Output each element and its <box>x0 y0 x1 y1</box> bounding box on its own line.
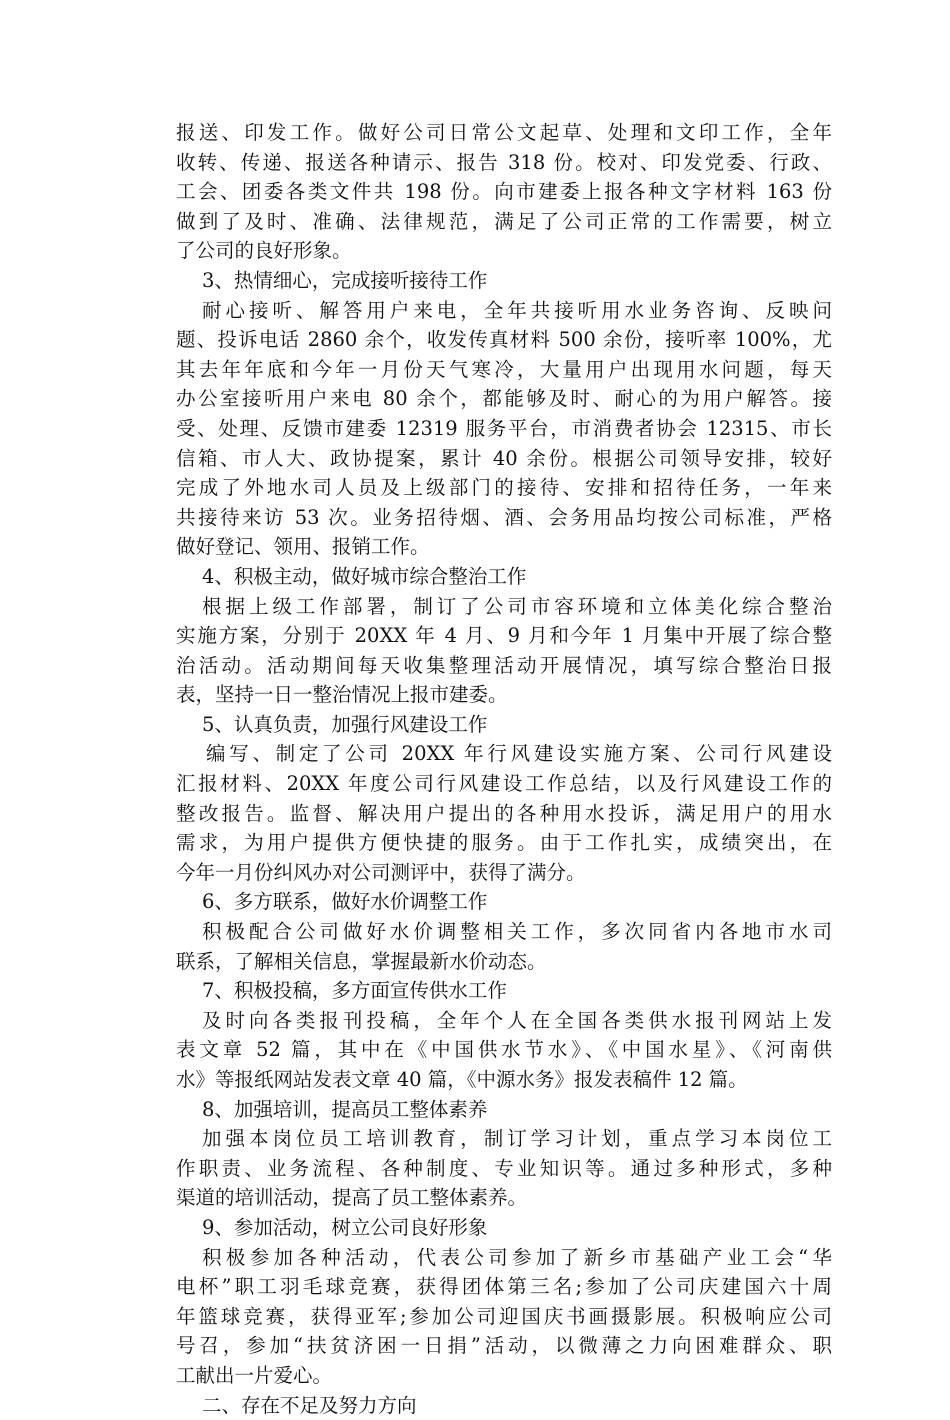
document-text-line: 信箱、市人大、政协提案，累计 40 余份。根据公司领导安排，较好 <box>176 446 832 470</box>
document-text-line: 了公司的良好形象。 <box>176 239 352 263</box>
document-text-line: 需求，为用户提供方便快捷的服务。由于工作扎实，成绩突出，在 <box>176 831 832 855</box>
document-text-line: 完成了外地水司人员及上级部门的接待、安排和招待任务，一年来 <box>176 476 832 500</box>
document-text-line: 加强本岗位员工培训教育，制订学习计划，重点学习本岗位工 <box>202 1127 832 1151</box>
document-text-line: 汇报材料、20XX 年度公司行风建设工作总结，以及行风建设工作的 <box>176 772 832 796</box>
document-text-line: 其去年年底和今年一月份天气寒冷，大量用户出现用水问题，每天 <box>176 357 832 381</box>
document-text-line: 积极配合公司做好水价调整相关工作，多次同省内各地市水司 <box>202 920 832 944</box>
document-text-line: 8、加强培训，提高员工整体素养 <box>202 1097 488 1121</box>
document-text-line: 今年一月份纠风办对公司测评中，获得了满分。 <box>176 860 586 884</box>
document-text-line: 耐心接听、解答用户来电，全年共接听用水业务咨询、反映问 <box>202 298 832 322</box>
document-text-line: 编写、制定了公司 20XX 年行风建设实施方案、公司行风建设 <box>206 742 832 766</box>
document-text-line: 5、认真负责，加强行风建设工作 <box>202 712 488 736</box>
document-text-line: 联系，了解相关信息，掌握最新水价动态。 <box>176 949 547 973</box>
document-text-line: 工会、团委各类文件共 198 份。向市建委上报各种文字材料 163 份 <box>176 180 832 204</box>
document-text-line: 做好登记、领用、报销工作。 <box>176 535 430 559</box>
document-text-line: 整改报告。监督、解决用户提出的各种用水投诉，满足用户的用水 <box>176 801 832 825</box>
document-text-line: 实施方案，分别于 20XX 年 4 月、9 月和今年 1 月集中开展了综合整 <box>176 624 832 648</box>
document-text-line: 表，坚持一日一整治情况上报市建委。 <box>176 683 508 707</box>
document-text-line: 工献出一片爱心。 <box>176 1363 333 1387</box>
document-text-line: 7、积极投稿，多方面宣传供水工作 <box>202 979 507 1003</box>
document-text-line: 积极参加各种活动，代表公司参加了新乡市基础产业工会“华 <box>202 1245 832 1269</box>
document-text-line: 根据上级工作部署，制订了公司市容环境和立体美化综合整治 <box>202 594 832 618</box>
document-text-line: 二、存在不足及努力方向 <box>202 1393 417 1417</box>
document-text-line: 水》等报纸网站发表文章 40 篇，《中源水务》报发表稿件 12 篇。 <box>176 1068 748 1091</box>
document-text-line: 办公室接听用户来电 80 余个，都能够及时、耐心的为用户解答。接 <box>176 387 832 411</box>
document-text-line: 共接待来访 53 次。业务招待烟、酒、会务用品均按公司标准，严格 <box>176 505 832 529</box>
document-text-line: 收转、传递、报送各种请示、报告 318 份。校对、印发党委、行政、 <box>176 150 832 174</box>
document-text-line: 号召，参加“扶贫济困一日捐”活动，以微薄之力向困难群众、职 <box>176 1334 832 1358</box>
document-text-line: 渠道的培训活动，提高了员工整体素养。 <box>176 1186 528 1210</box>
document-text-line: 4、积极主动，做好城市综合整治工作 <box>202 564 527 588</box>
document-text-line: 及时向各类报刊投稿，全年个人在全国各类供水报刊网站上发 <box>202 1008 832 1032</box>
document-text-line: 报送、印发工作。做好公司日常公文起草、处理和文印工作，全年 <box>176 121 832 144</box>
document-text-line: 年篮球竞赛，获得亚军;参加公司迎国庆书画摄影展。积极响应公司 <box>176 1304 832 1328</box>
document-text-line: 电杯”职工羽毛球竞赛，获得团体第三名;参加了公司庆建国六十周 <box>176 1275 832 1299</box>
document-text-line: 作职责、业务流程、各种制度、专业知识等。通过多种形式，多种 <box>176 1156 832 1180</box>
document-text-line: 9、参加活动，树立公司良好形象 <box>202 1215 488 1239</box>
document-text-line: 做到了及时、准确、法律规范，满足了公司正常的工作需要，树立 <box>176 209 832 233</box>
document-text-line: 受、处理、反馈市建委 12319 服务平台，市消费者协会 12315、市长 <box>176 416 832 440</box>
document-text-line: 表文章 52 篇，其中在《中国供水节水》、《中国水星》、《河南供 <box>176 1038 832 1062</box>
document-text-line: 治活动。活动期间每天收集整理活动开展情况，填写综合整治日报 <box>176 653 832 677</box>
document-text-line: 3、热情细心，完成接听接待工作 <box>202 268 488 292</box>
document-text-line: 6、多方联系，做好水价调整工作 <box>202 890 488 914</box>
document-body <box>176 118 832 1420</box>
document-text-line: 题、投诉电话 2860 余个，收发传真材料 500 余份，接听率 100%，尤 <box>176 328 832 352</box>
